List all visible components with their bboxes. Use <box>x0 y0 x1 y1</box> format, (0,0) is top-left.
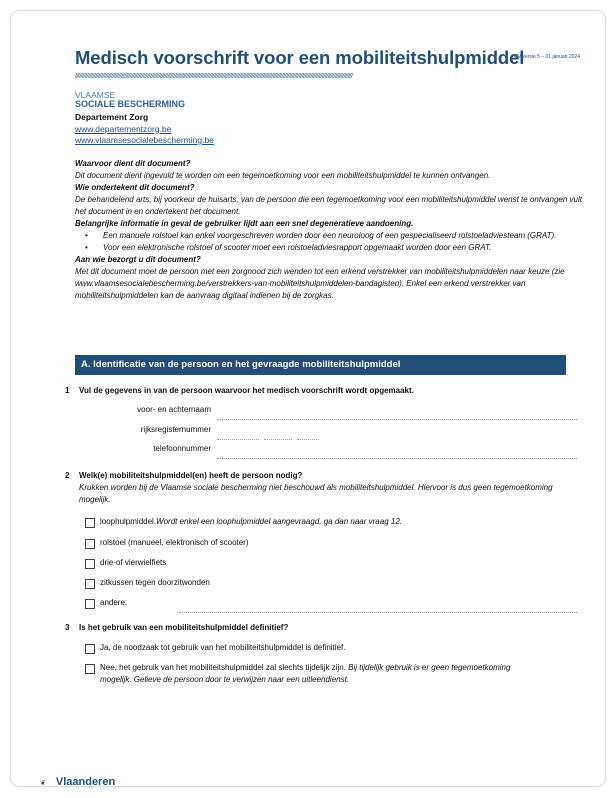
rrn-input-part1[interactable] <box>217 439 259 440</box>
logo-line1: VLAAMSE <box>75 90 116 100</box>
intro-answer: De behandelend arts, bij voorkeur de huisarts, van de persoon die een tegemoetkoming voor een mobiliteitshulpmiddel wenst te ontvangen vult het document in en ondertekent het document. <box>75 195 582 216</box>
version-label: MV versie 5 – 01 januari 2024 <box>513 54 580 60</box>
option-label: Nee, het gebruik van het mobiliteitshulpmiddel zal slechts tijdelijk zijn. <box>100 663 346 672</box>
logo-line2: SOCIALE BESCHERMING <box>75 99 186 109</box>
field-label: voor- en achternaam <box>137 405 211 414</box>
intro-question: Waarvoor dient dit document? <box>75 159 191 168</box>
intro-answer: Met dit document moet de persoon met een zorgnood zich wenden tot een erkend verstrekker van mobiliteitshulpmiddelen naar keuze (zie www.vlaamsesocialebescherming.be/verstrekkers-van-mobiliteitshulpmiddelen-bandagisten). Enkel een erkend verstrekker van mobiliteitshulpmiddelen kan de aanvraag digitaal indienen bij de zorgkas. <box>75 267 565 300</box>
decorative-divider: //////////////////////////////////////////////////////////////////////////////////////////////////////////////////////////////////////////////////////////////////////////////////////////////// <box>75 73 353 80</box>
bullet-item: • Een manuele rolstoel kan enkel voorgeschreven worden door een neuroloog of een gespecialiseerd rolstoeladviesteam (GRAT). <box>103 230 585 242</box>
question-3 <box>65 622 585 634</box>
question-2-subtitle: Krukken worden bij de Vlaamse sociale bescherming niet beschouwd als mobiliteitshulpmiddel. Hiervoor is dus geen tegemoetkoming mogelijk. <box>79 483 553 504</box>
option-label: loophulpmiddel. <box>100 517 157 526</box>
title-row <box>75 47 580 75</box>
intro-question: Wie ondertekent dit document? <box>75 183 195 192</box>
andere-input[interactable] <box>179 612 577 613</box>
field-label: telefoonnummer <box>153 444 211 453</box>
flanders-lion-icon: ❦ <box>40 780 46 787</box>
question-2 <box>65 470 585 506</box>
bullet-item: • Voor een elektronische rolstoel of scooter moet een rolstoeladviesrapport opgemaakt worden door een GRAT. <box>103 242 585 254</box>
option-note: Wordt enkel een loophulpmiddel aangevraagd, ga dan naar vraag 12. <box>156 517 402 526</box>
question-text: Welk(e) mobiliteitshulpmiddel(en) heeft de persoon nodig? <box>79 471 303 480</box>
checkbox[interactable] <box>85 579 95 589</box>
field-label: rijksregisternummer <box>140 425 211 434</box>
intro-answer: Dit document dient ingevuld te worden om een tegemoetkoming voor een mobiliteitshulpmiddel te kunnen ontvangen. <box>75 171 491 180</box>
option-loophulpmiddel[interactable] <box>85 516 402 528</box>
question-text: Is het gebruik van een mobiliteitshulpmiddel definitief? <box>79 623 289 632</box>
rrn-input-part3[interactable] <box>297 439 319 440</box>
vsb-logo <box>75 91 185 109</box>
question-text: Vul de gegevens in van de persoon waarvoor het medisch voorschrift wordt opgemaakt. <box>79 386 414 395</box>
option-label: Ja, de noodzaak tot gebruik van het mobiliteitshulpmiddel is definitief. <box>100 643 346 652</box>
option-zitkussen[interactable] <box>85 577 210 589</box>
option-note: Bij tijdelijk gebruik is er geen tegemoetkoming mogelijk. Gelieve de persoon door te verwijzen naar een uitleendienst. <box>100 663 511 684</box>
department-block <box>75 112 214 147</box>
question-1 <box>65 385 585 397</box>
important-info: Belangrijke informatie in geval de gebruiker lijdt aan een snel degeneratieve aandoening. <box>75 219 414 228</box>
checkbox[interactable] <box>85 539 95 549</box>
option-definitief-ja[interactable] <box>85 642 345 654</box>
link-vlaamsesocialebescherming[interactable]: www.vlaamsesocialebescherming.be <box>75 135 214 145</box>
link-departementzorg[interactable]: www.departementzorg.be <box>75 123 172 134</box>
footer-brand-name: Vlaanderen <box>55 776 116 788</box>
document-page <box>10 10 606 787</box>
option-text <box>100 662 515 686</box>
phone-input[interactable] <box>217 458 577 459</box>
question-number: 2 <box>65 471 70 480</box>
name-input[interactable] <box>217 419 577 420</box>
question-1-title <box>65 385 585 397</box>
checkbox[interactable] <box>85 518 95 528</box>
option-label: drie-of vierwielfiets <box>100 558 167 567</box>
option-label: rolstoel (manueel, elektronisch of scooter) <box>100 538 249 547</box>
department-name: Departement Zorg <box>75 112 149 122</box>
important-bullets <box>75 230 585 254</box>
checkbox[interactable] <box>85 664 95 674</box>
question-2-title <box>65 470 585 482</box>
question-number: 3 <box>65 623 70 632</box>
checkbox[interactable] <box>85 599 95 609</box>
option-label: andere: <box>100 598 128 607</box>
option-definitief-nee[interactable] <box>85 662 515 686</box>
footer-brand <box>40 776 115 788</box>
rrn-input-part2[interactable] <box>264 439 292 440</box>
checkbox[interactable] <box>85 644 95 654</box>
question-3-title <box>65 622 585 634</box>
intro-question: Aan wie bezorgt u dit document? <box>75 255 201 264</box>
option-driewielfiets[interactable] <box>85 557 166 569</box>
section-a-header: A. Identificatie van de persoon en het gevraagde mobiliteitshulpmiddel <box>75 355 566 375</box>
checkbox[interactable] <box>85 559 95 569</box>
intro-block <box>75 158 585 302</box>
option-label: zitkussen tegen doorzitwonden <box>100 578 210 587</box>
option-andere[interactable] <box>85 597 127 609</box>
question-number: 1 <box>65 386 70 395</box>
option-rolstoel[interactable] <box>85 537 249 549</box>
document-title: Medisch voorschrift voor een mobiliteitshulpmiddel <box>75 47 525 68</box>
